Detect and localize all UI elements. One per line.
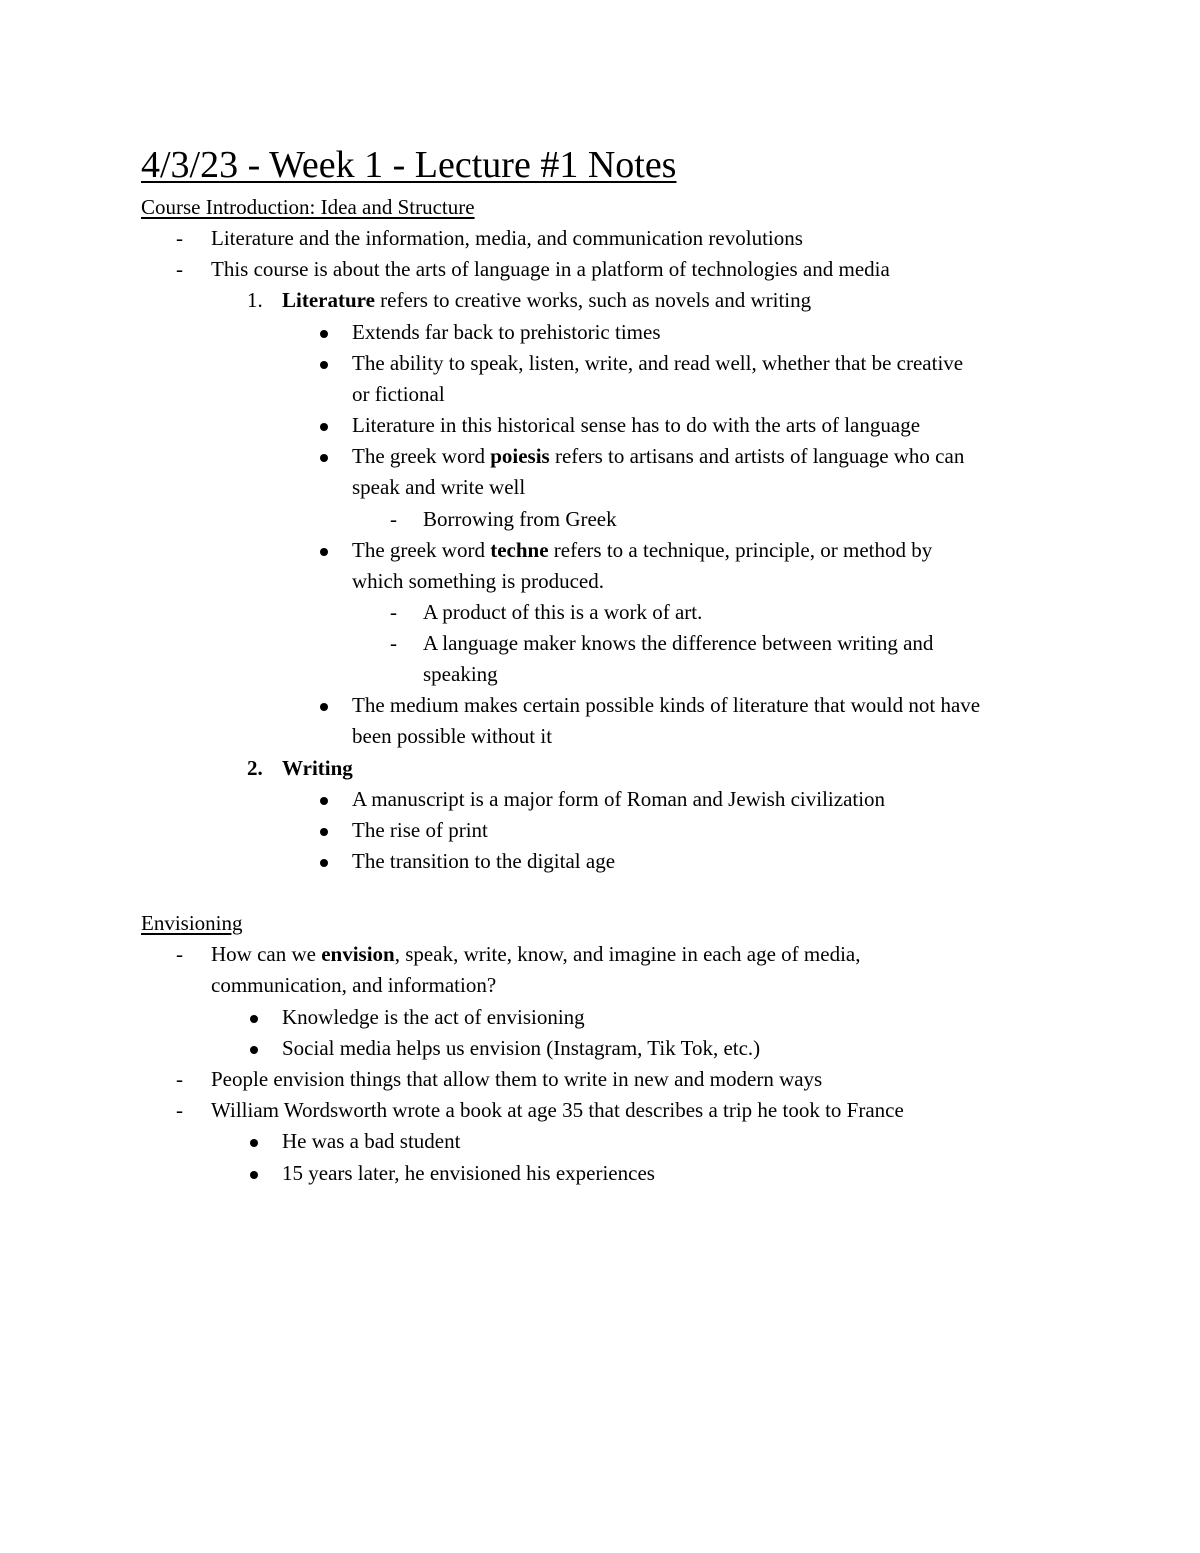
- list-item-text-rest: refers to creative works, such as novels and writing: [374, 288, 812, 312]
- list-item-text: [352, 535, 932, 566]
- list-item-text: A manuscript is a major form of Roman and Jewish civilization: [352, 787, 886, 811]
- list-item-text: [282, 285, 811, 316]
- list-item-text: The transition to the digital age: [352, 849, 616, 873]
- dash-marker: -: [176, 1067, 183, 1091]
- bullet-icon: [250, 1139, 258, 1147]
- bullet-icon: [320, 423, 328, 431]
- list-item-text-rest: refers to a technique, principle, or method by: [548, 538, 933, 562]
- list-item-text: Borrowing from Greek: [423, 507, 617, 531]
- list-item-continuation: or fictional: [352, 382, 445, 406]
- list-item-text: Literature in this historical sense has to do with the arts of language: [352, 413, 921, 437]
- bullet-icon: [320, 828, 328, 836]
- list-item-text: Social media helps us envision (Instagram, Tik Tok, etc.): [282, 1036, 761, 1060]
- list-item-text-lead: How can we: [211, 942, 322, 966]
- section-heading-envisioning: Envisioning: [141, 911, 243, 935]
- bullet-icon: [250, 1015, 258, 1023]
- list-item-text: A language maker knows the difference between writing and: [423, 631, 934, 655]
- bullet-icon: [250, 1046, 258, 1054]
- list-item-text: Writing: [282, 756, 353, 780]
- dash-marker: -: [176, 226, 183, 250]
- term-literature: Literature: [282, 288, 375, 312]
- dash-marker: -: [176, 257, 183, 281]
- list-item-text: The ability to speak, listen, write, and read well, whether that be creative: [352, 351, 964, 375]
- bullet-icon: [320, 330, 328, 338]
- list-item-text-rest: refers to artisans and artists of language who can: [549, 444, 965, 468]
- bullet-icon: [320, 797, 328, 805]
- list-item-text: [211, 939, 860, 970]
- list-item-text-rest: , speak, write, know, and imagine in each age of media,: [394, 942, 861, 966]
- list-item-text: This course is about the arts of language in a platform of technologies and media: [211, 257, 890, 281]
- dash-marker: -: [390, 600, 397, 624]
- bullet-icon: [320, 361, 328, 369]
- term-techne: techne: [490, 538, 549, 562]
- list-item-text: 15 years later, he envisioned his experiences: [282, 1161, 655, 1185]
- term-envision: envision: [321, 942, 395, 966]
- list-item-text: People envision things that allow them to write in new and modern ways: [211, 1067, 823, 1091]
- list-item-text-lead: The greek word: [352, 444, 491, 468]
- list-item-continuation: communication, and information?: [211, 973, 497, 997]
- dash-marker: -: [176, 942, 183, 966]
- list-item-continuation: which something is produced.: [352, 569, 604, 593]
- dash-marker: -: [390, 631, 397, 655]
- list-item-continuation: speak and write well: [352, 475, 526, 499]
- term-poiesis: poiesis: [490, 444, 550, 468]
- list-item-text: [352, 441, 964, 472]
- bullet-icon: [320, 548, 328, 556]
- bullet-icon: [250, 1171, 258, 1179]
- list-item-text: Knowledge is the act of envisioning: [282, 1005, 585, 1029]
- list-item-continuation: speaking: [423, 662, 498, 686]
- list-item-text: The rise of print: [352, 818, 488, 842]
- bullet-icon: [320, 454, 328, 462]
- number-marker: 1.: [247, 288, 263, 312]
- number-marker: 2.: [247, 756, 263, 780]
- dash-marker: -: [390, 507, 397, 531]
- list-item-continuation: been possible without it: [352, 724, 553, 748]
- list-item-text-lead: The greek word: [352, 538, 491, 562]
- list-item-text: Literature and the information, media, and communication revolutions: [211, 226, 803, 250]
- list-item-text: Extends far back to prehistoric times: [352, 320, 661, 344]
- list-item-text: A product of this is a work of art.: [423, 600, 703, 624]
- section-heading-course-introduction: Course Introduction: Idea and Structure: [141, 195, 475, 219]
- list-item-text: William Wordsworth wrote a book at age 35 that describes a trip he took to France: [211, 1098, 904, 1122]
- page-title: 4/3/23 - Week 1 - Lecture #1 Notes: [141, 144, 677, 186]
- dash-marker: -: [176, 1098, 183, 1122]
- list-item-text: He was a bad student: [282, 1129, 461, 1153]
- bullet-icon: [320, 859, 328, 867]
- list-item-text: The medium makes certain possible kinds of literature that would not have: [352, 693, 981, 717]
- bullet-icon: [320, 703, 328, 711]
